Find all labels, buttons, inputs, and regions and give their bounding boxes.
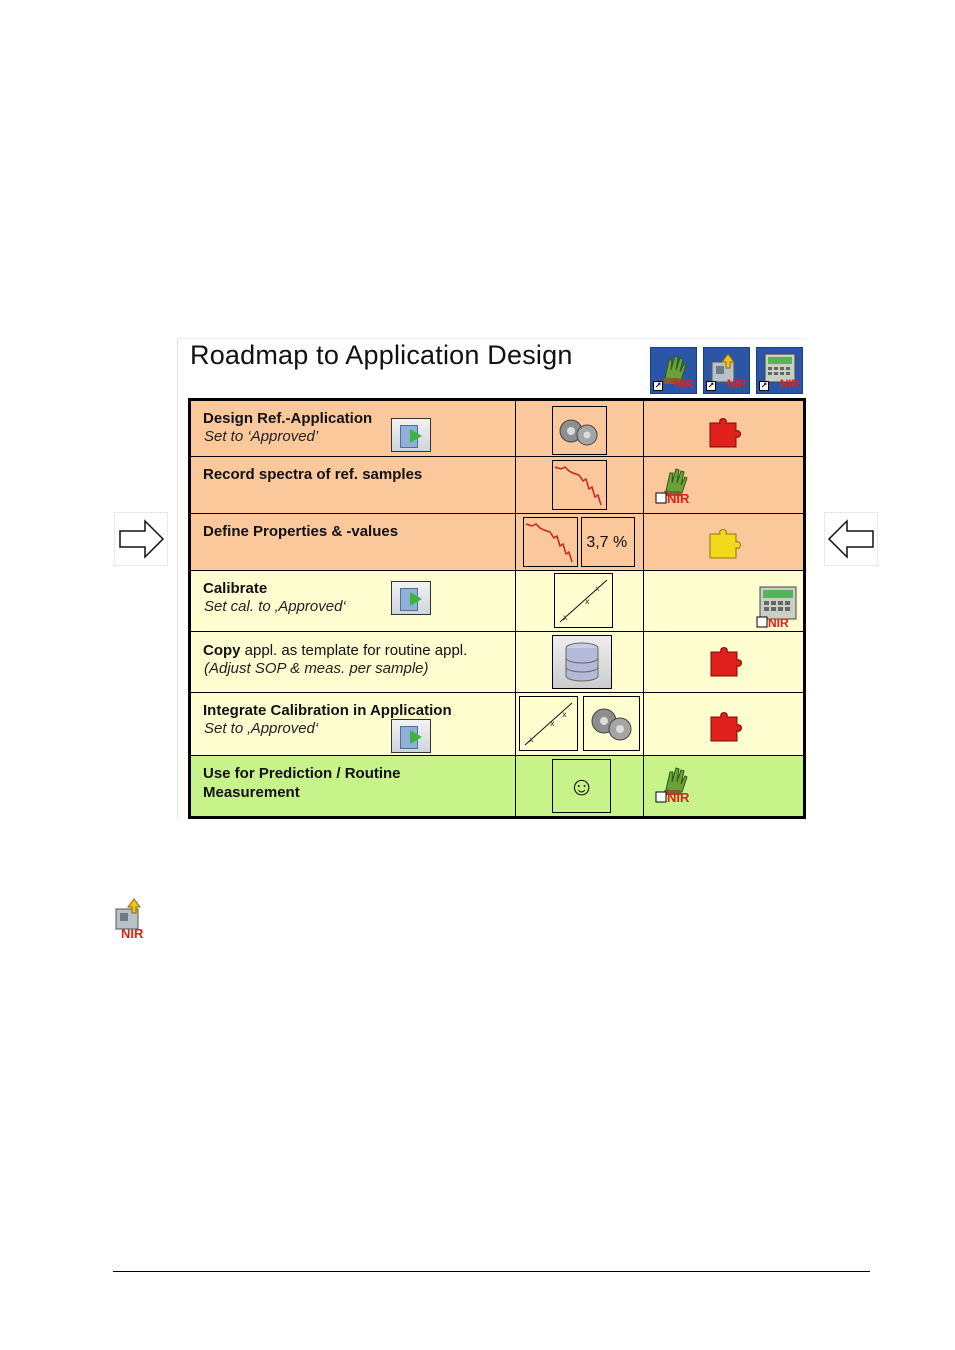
footer-rule — [113, 1271, 870, 1272]
step-name: Record spectra of ref. samples — [203, 466, 423, 483]
shortcut-arrow-icon: ↗ — [654, 381, 662, 390]
svg-text:x: x — [585, 597, 591, 606]
arrow-right-icon — [115, 513, 167, 565]
table-row — [190, 571, 805, 632]
smiley-icon: ☺ — [568, 771, 595, 801]
step-cell — [190, 457, 516, 514]
tool-cell — [516, 571, 644, 632]
property-value: 3,7 % — [586, 534, 628, 551]
svg-text:x: x — [562, 710, 568, 719]
table-row — [190, 756, 805, 818]
software-cell — [644, 632, 805, 693]
nir-device-icon — [112, 897, 158, 941]
nir-calculator-icon[interactable] — [756, 347, 803, 394]
frame-border-top — [177, 338, 807, 339]
tool-cell — [516, 632, 644, 693]
tool-cell — [516, 457, 644, 514]
nir-calculator-icon[interactable] — [756, 585, 800, 629]
step-name: Use for Prediction / Routine Measurement — [203, 765, 401, 801]
step-cell — [190, 571, 516, 632]
step-cell — [190, 400, 516, 457]
frame-border-left — [177, 338, 178, 818]
tool-cell — [516, 514, 644, 571]
tool-cell — [516, 400, 644, 457]
step-cell — [190, 756, 516, 818]
svg-text:x: x — [529, 735, 535, 744]
approve-button[interactable] — [391, 581, 431, 615]
nir-hand-icon[interactable] — [650, 347, 697, 394]
red-puzzle-icon — [707, 707, 747, 743]
red-puzzle-icon — [707, 642, 747, 678]
step-name: Define Properties & -values — [203, 523, 399, 540]
smiley-box[interactable] — [552, 759, 611, 813]
table-row — [190, 514, 805, 571]
next-arrow-button[interactable] — [114, 512, 168, 566]
nir-label: NIR — [779, 377, 799, 391]
nir-label: NIR — [726, 377, 746, 391]
software-cell — [644, 400, 805, 457]
step-cell — [190, 632, 516, 693]
step-name: Integrate Calibration in Application — [203, 702, 452, 719]
tool-cell — [516, 693, 644, 756]
green-arrow-icon — [410, 730, 422, 744]
gears-icon[interactable] — [583, 696, 640, 751]
step-name: Calibrate — [203, 580, 268, 597]
software-cell — [644, 756, 805, 818]
approve-button[interactable] — [391, 719, 431, 753]
database-icon[interactable] — [552, 635, 612, 689]
table-row — [190, 693, 805, 756]
nir-device-icon[interactable] — [703, 347, 750, 394]
spectrum-icon[interactable] — [523, 517, 578, 567]
nir-label: NIR — [673, 377, 693, 391]
software-cell — [644, 457, 805, 514]
yellow-puzzle-icon — [706, 524, 746, 560]
approve-button[interactable] — [391, 418, 431, 452]
software-cell — [644, 571, 805, 632]
table-row — [190, 400, 805, 457]
nir-hand-icon[interactable] — [654, 463, 698, 507]
step-name: Copy appl. as template for routine appl. — [203, 642, 468, 659]
roadmap-table — [188, 398, 806, 819]
svg-text:NIR: NIR — [667, 790, 690, 805]
previous-arrow-button[interactable] — [824, 512, 878, 566]
calibration-plot-icon[interactable] — [519, 696, 578, 751]
step-cell — [190, 514, 516, 571]
software-cell — [644, 514, 805, 571]
svg-text:x: x — [563, 613, 569, 622]
header-icon-toolbar — [650, 347, 803, 394]
shortcut-arrow-icon: ↗ — [760, 381, 768, 390]
page-title: Roadmap to Application Design — [190, 340, 573, 370]
property-value-box[interactable] — [581, 517, 635, 567]
green-arrow-icon — [410, 592, 422, 606]
svg-text:x: x — [550, 719, 556, 728]
step-sub: Set to ‚Approved‘ — [204, 720, 319, 737]
step-cell — [190, 693, 516, 756]
step-name: Design Ref.-Application — [203, 410, 373, 427]
svg-text:x: x — [595, 584, 601, 593]
tool-cell — [516, 756, 644, 818]
svg-text:NIR: NIR — [768, 616, 789, 629]
step-sub: Set to ‘Approved’ — [204, 428, 319, 445]
spectrum-icon[interactable] — [552, 460, 607, 510]
gears-icon[interactable] — [552, 406, 607, 455]
arrow-left-icon — [825, 513, 877, 565]
software-cell — [644, 693, 805, 756]
svg-text:NIR: NIR — [121, 926, 144, 941]
calibration-plot-icon[interactable] — [554, 573, 613, 628]
table-row — [190, 457, 805, 514]
step-sub: (Adjust SOP & meas. per sample) — [204, 660, 429, 677]
step-sub: Set cal. to ‚Approved‘ — [204, 598, 346, 615]
svg-text:NIR: NIR — [667, 491, 690, 506]
red-puzzle-icon — [706, 413, 746, 449]
shortcut-arrow-icon: ↗ — [707, 381, 715, 390]
nir-hand-icon[interactable] — [654, 762, 698, 806]
table-row — [190, 632, 805, 693]
green-arrow-icon — [410, 429, 422, 443]
